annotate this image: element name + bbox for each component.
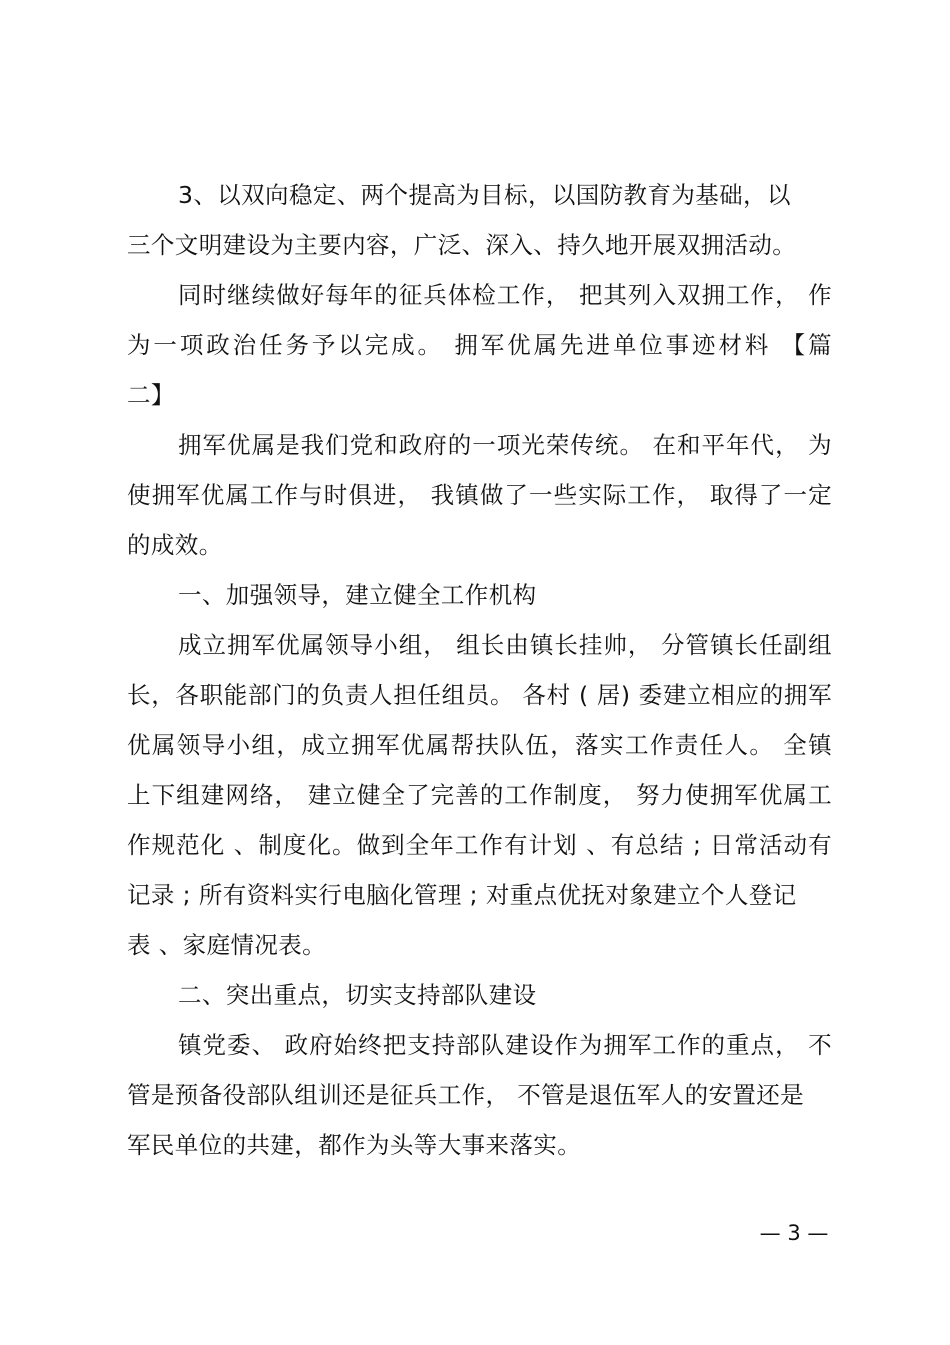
- paragraph-line: 二】: [127, 381, 175, 409]
- paragraph-line: 三个文明建设为主要内容，广泛、深入、持久地开展双拥活动。: [127, 231, 797, 259]
- section-heading: 一、加强领导，建立健全工作机构: [178, 581, 537, 609]
- paragraph-line: 管是预备役部队组训还是征兵工作， 不管是退伍军人的安置还是: [127, 1081, 805, 1109]
- section-heading: 二、突出重点，切实支持部队建设: [178, 981, 537, 1009]
- paragraph-line: 同时继续做好每年的征兵体检工作， 把其列入双拥工作， 作: [178, 281, 832, 309]
- paragraph-line: 上下组建网络， 建立健全了完善的工作制度， 努力使拥军优属工: [127, 781, 832, 809]
- paragraph-line: 表 、家庭情况表。: [127, 931, 327, 959]
- paragraph-line: 作规范化 、制度化。做到全年工作有计划 、有总结 ; 日常活动有: [127, 831, 832, 859]
- paragraph-line: 成立拥军优属领导小组， 组长由镇长挂帅， 分管镇长任副组: [178, 631, 832, 659]
- page-number: — 3 —: [759, 1221, 829, 1245]
- paragraph-line: 长，各职能部门的负责人担任组员。 各村 ( 居) 委建立相应的拥军: [127, 681, 832, 709]
- paragraph-line: 镇党委、 政府始终把支持部队建设作为拥军工作的重点， 不: [178, 1031, 832, 1059]
- paragraph-line: 拥军优属是我们党和政府的一项光荣传统。 在和平年代， 为: [178, 431, 832, 459]
- paragraph-line: 3、以双向稳定、两个提高为目标，以国防教育为基础，以: [178, 181, 791, 209]
- paragraph-line: 记录 ; 所有资料实行电脑化管理 ; 对重点优抚对象建立个人登记: [127, 881, 797, 909]
- paragraph-line: 的成效。: [127, 531, 223, 559]
- paragraph-line: 军民单位的共建，都作为头等大事来落实。: [127, 1131, 582, 1159]
- paragraph-line: 为一项政治任务予以完成。 拥军优属先进单位事迹材料 【篇: [127, 331, 832, 359]
- paragraph-line: 使拥军优属工作与时俱进， 我镇做了一些实际工作， 取得了一定: [127, 481, 832, 509]
- paragraph-line: 优属领导小组，成立拥军优属帮扶队伍，落实工作责任人。 全镇: [127, 731, 832, 759]
